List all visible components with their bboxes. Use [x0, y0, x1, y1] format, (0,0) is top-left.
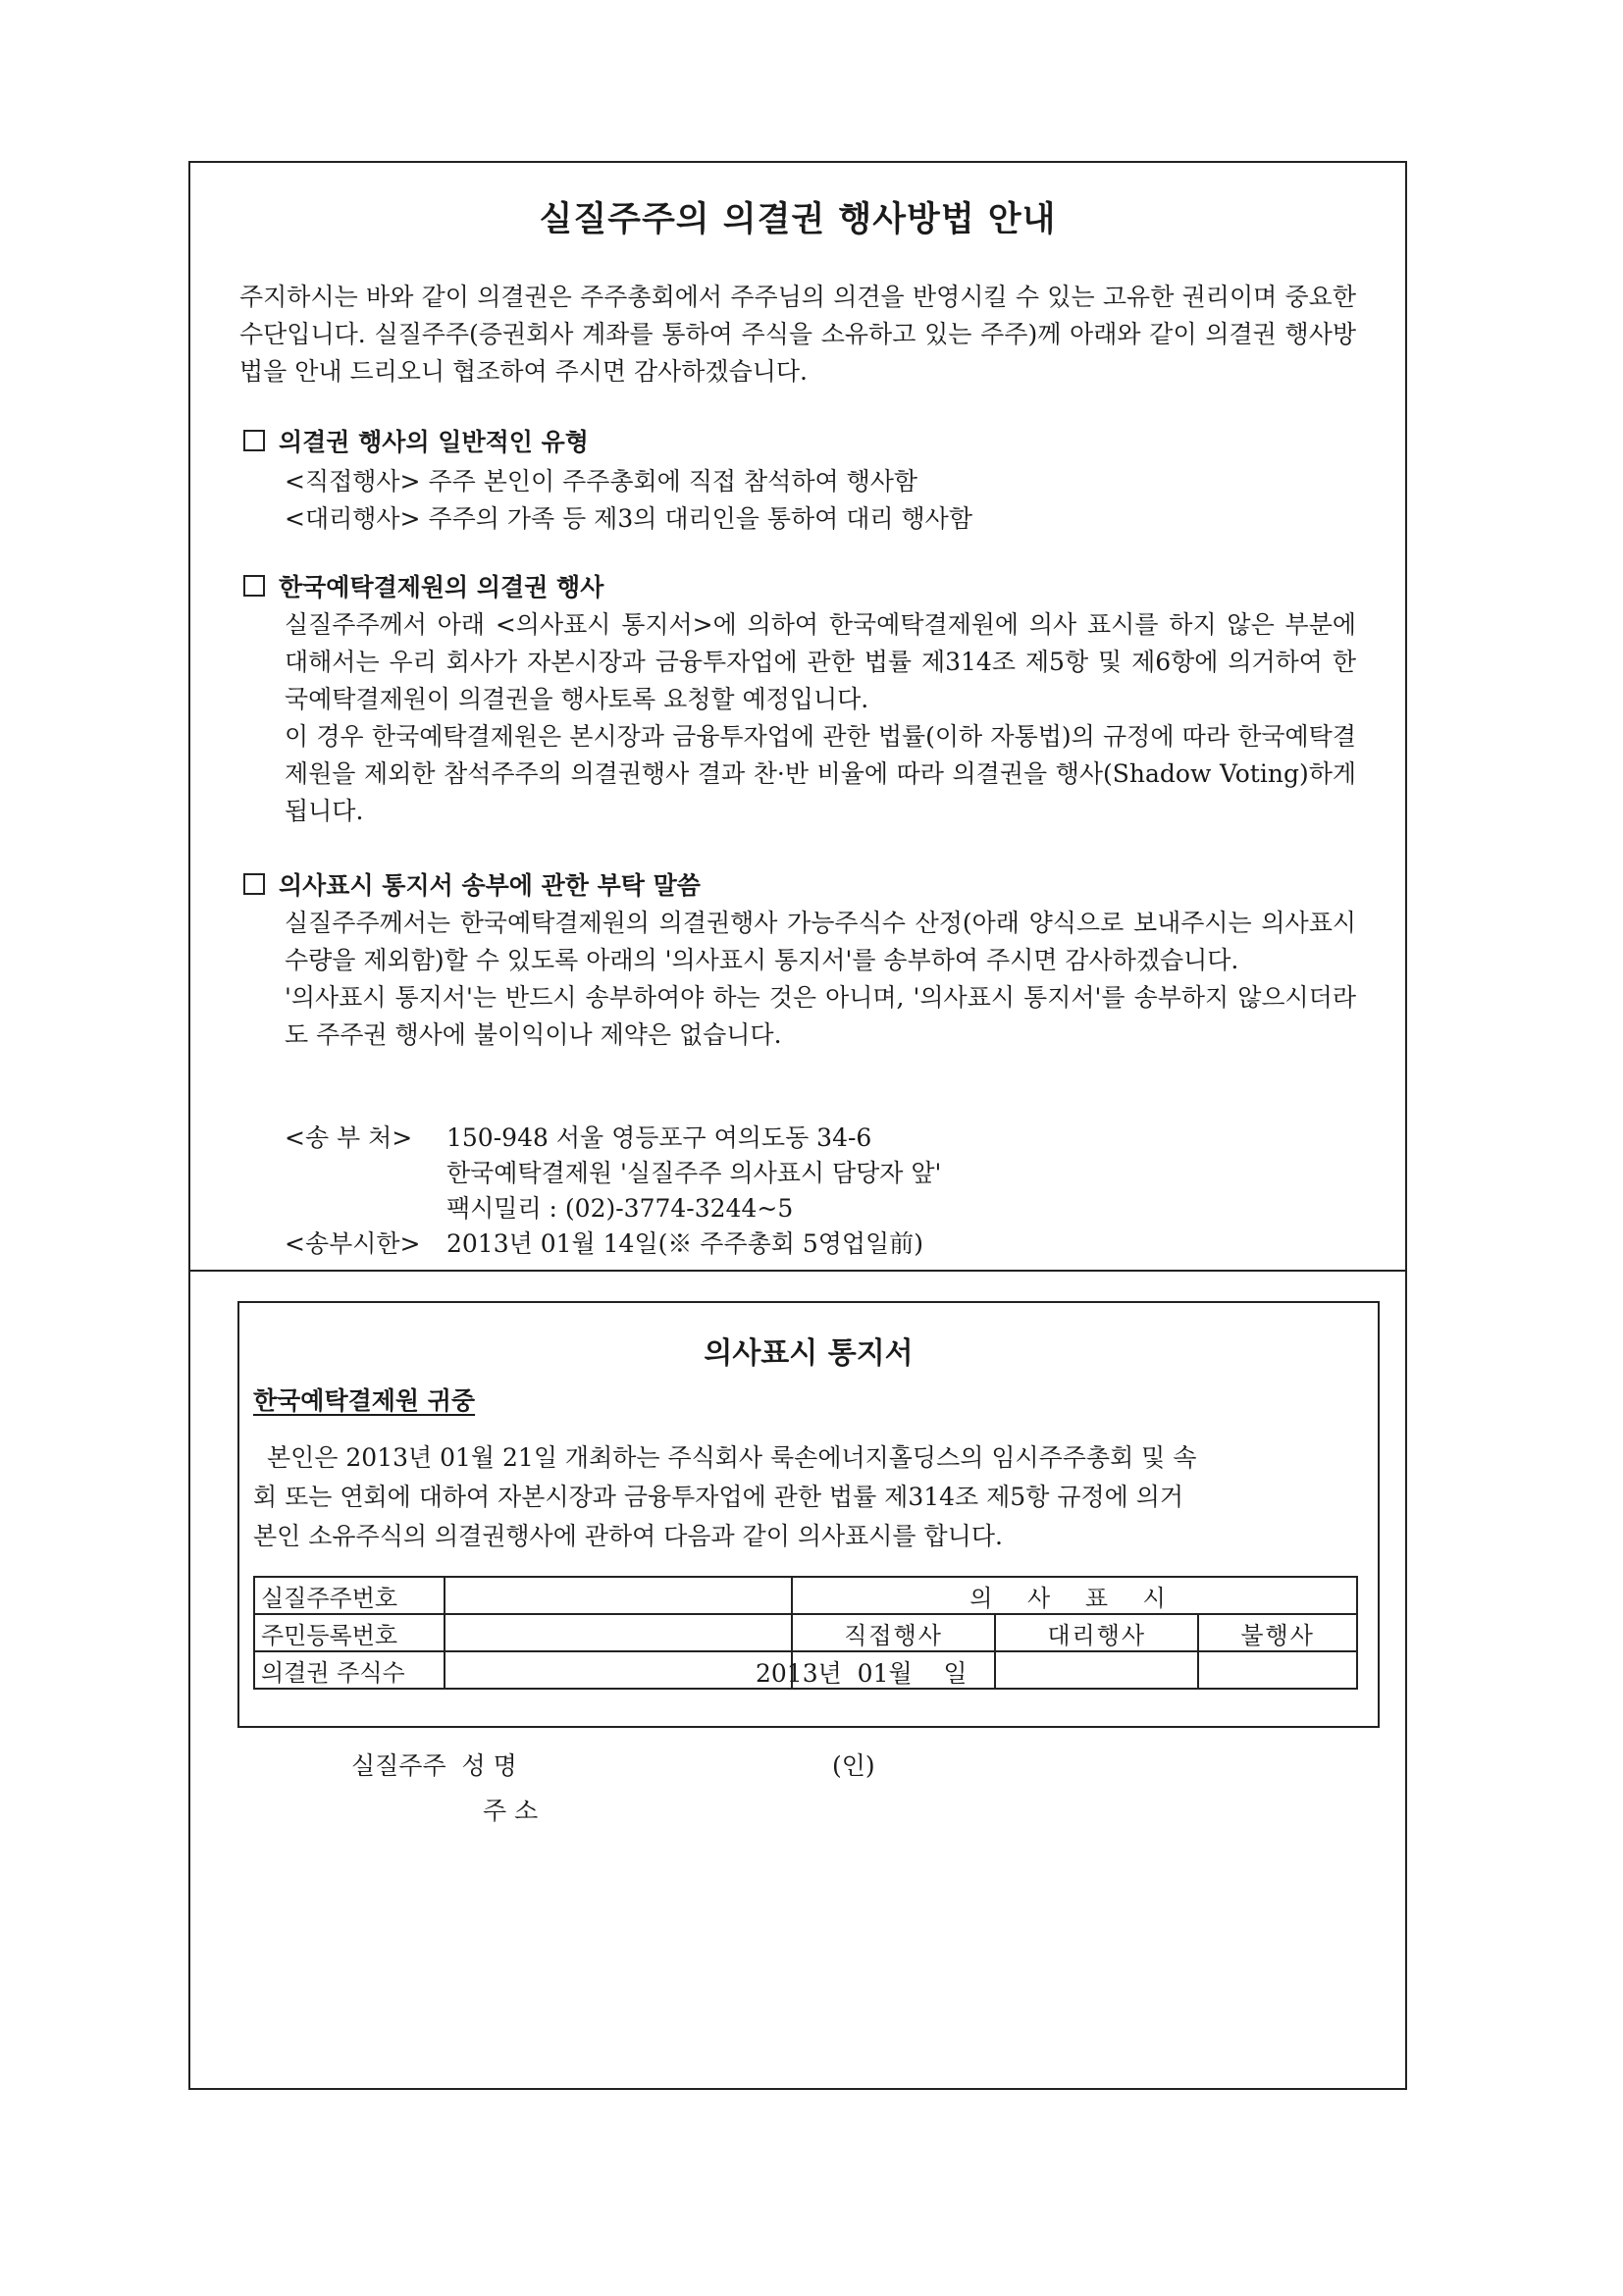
section3-heading: 의사표시 통지서 송부에 관한 부탁 말씀: [243, 867, 701, 905]
section1-body: [285, 463, 1356, 538]
table-row: [254, 1614, 1357, 1651]
square-bullet-icon: [243, 873, 265, 895]
direct-vote-line: <직접행사> 주주 본인이 주주총회에 직접 참석하여 행사함: [285, 467, 918, 496]
send-to-label: <송 부 처>: [285, 1123, 413, 1152]
no-vote-field[interactable]: [1198, 1651, 1357, 1689]
notice-body: [253, 1438, 1364, 1556]
table-row: [254, 1577, 1357, 1614]
proxy-vote-field[interactable]: [995, 1651, 1198, 1689]
send-to-fax: 팩시밀리 : (02)-3774-3244~5: [446, 1194, 794, 1223]
section-divider: [190, 1270, 1405, 1272]
shareholder-number-field[interactable]: [445, 1577, 792, 1614]
no-vote-header: 불행사: [1198, 1614, 1357, 1651]
notice-body-line: 본인은 2013년 01월 21일 개최하는 주식회사 룩손에너지홀딩스의 임시주주총회 및 속: [267, 1443, 1197, 1472]
send-info: [285, 1121, 941, 1262]
page-title: 실질주주의 의결권 행사방법 안내: [539, 200, 1057, 239]
section1-heading: 의결권 행사의 일반적인 유형: [243, 424, 589, 461]
intro-paragraph: 주지하시는 바와 같이 의결권은 주주총회에서 주주님의 의견을 반영시킬 수 있는 고유한 권리이며 중요한 수단입니다. 실질주주(증권회사 계좌를 통하여 주식을 소유하고 있는 주주)께 아래와 같이 의결권 행사방법을 안내 드리오니 협조하여 주시면 감사하겠습니다.: [239, 283, 1356, 386]
section2-body: [285, 606, 1356, 830]
share-count-label: 의결권 주식수: [254, 1651, 445, 1689]
notice-body-line: 본인 소유주식의 의결권행사에 관하여 다음과 같이 의사표시를 합니다.: [253, 1522, 1003, 1550]
intent-header: 의 사 표 시: [792, 1577, 1357, 1614]
seal-mark: (인): [832, 1751, 875, 1780]
shareholder-number-label: 실질주주번호: [254, 1577, 445, 1614]
section3-body: [285, 905, 1356, 1054]
section2-para2: 이 경우 한국예탁결제원은 본시장과 금융투자업에 관한 법률(이하 자통법)의 규정에 따라 한국예탁결제원을 제외한 참석주주의 의결권행사 결과 찬·반 비율에 따라 의결권을 행사(Shadow Voting)하게 됩니다.: [285, 722, 1356, 825]
square-bullet-icon: [243, 575, 265, 597]
section3-para1: 실질주주께서는 한국예탁결제원의 의결권행사 가능주식수 산정(아래 양식으로 보내주시는 의사표시 수량을 제외함)할 수 있도록 아래의 '의사표시 통지서'를 송부하여 주시면 감사하겠습니다.: [285, 909, 1356, 974]
deadline-value: 2013년 01월 14일(※ 주주총회 5영업일前): [446, 1229, 923, 1258]
section2-heading: 한국예탁결제원의 의결권 행사: [243, 569, 603, 606]
notice-body-line: 회 또는 연회에 대하여 자본시장과 금융투자업에 관한 법률 제314조 제5항 규정에 의거: [253, 1483, 1183, 1511]
notice-title: 의사표시 통지서: [704, 1336, 914, 1371]
send-to-address: 150-948 서울 영등포구 여의도동 34-6: [446, 1123, 872, 1152]
section2-para1: 실질주주께서 아래 <의사표시 통지서>에 의하여 한국예탁결제원에 의사 표시를 하지 않은 부분에 대해서는 우리 회사가 자본시장과 금융투자업에 관한 법률 제314조 제5항 및 제6항에 의거하여 한국예탁결제원이 의결권을 행사토록 요청할 예정입니다.: [285, 610, 1356, 713]
notice-recipient: 한국예탁결제원 귀중: [253, 1386, 476, 1415]
section3-para2: '의사표시 통지서'는 반드시 송부하여야 하는 것은 아니며, '의사표시 통지서'를 송부하지 않으시더라도 주주권 행사에 불이익이나 제약은 없습니다.: [285, 983, 1356, 1049]
resident-number-label: 주민등록번호: [254, 1614, 445, 1651]
deadline-label: <송부시한>: [285, 1229, 421, 1258]
direct-vote-header: 직접행사: [792, 1614, 995, 1651]
form-date: 2013년 01월 일: [756, 1659, 968, 1688]
signature-name-label: 실질주주 성 명: [351, 1751, 517, 1780]
notice-frame: [188, 161, 1407, 2090]
send-to-recipient: 한국예탁결제원 '실질주주 의사표시 담당자 앞': [446, 1159, 942, 1187]
proxy-vote-header: 대리행사: [995, 1614, 1198, 1651]
address-label: 주 소: [483, 1797, 539, 1825]
resident-number-field[interactable]: [445, 1614, 792, 1651]
proxy-vote-line: <대리행사> 주주의 가족 등 제3의 대리인을 통하여 대리 행사함: [285, 504, 972, 533]
share-count-field[interactable]: [445, 1651, 792, 1689]
square-bullet-icon: [243, 430, 265, 451]
